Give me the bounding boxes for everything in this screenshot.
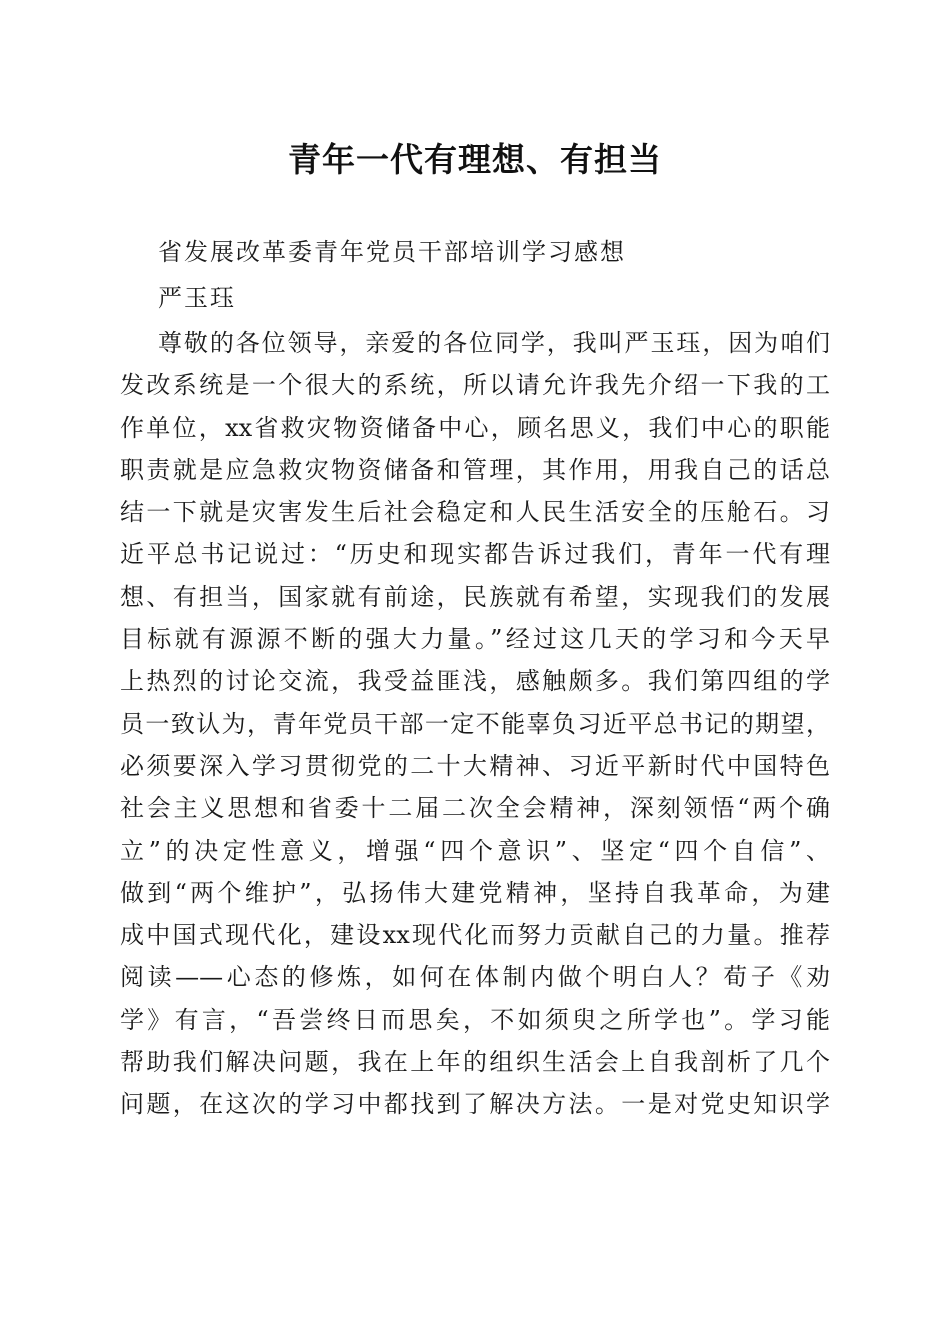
body-paragraph [120, 322, 830, 1126]
document-author: 严玉珏 [158, 284, 236, 312]
body-line: 阅读——心态的修炼，如何在体制内做个明白人？荀子《劝 [120, 963, 830, 992]
body-line: 学》有言，“吾尝终日而思矣，不如须臾之所学也”。学习能 [120, 1005, 830, 1034]
body-line: 作单位，xx省救灾物资储备中心，顾名思义，我们中心的职能 [120, 413, 830, 442]
body-line: 目标就有源源不断的强大力量。”经过这几天的学习和今天早 [120, 625, 830, 654]
body-line: 上热烈的讨论交流，我受益匪浅，感触颇多。我们第四组的学 [120, 667, 830, 696]
body-line: 尊敬的各位领导，亲爱的各位同学，我叫严玉珏，因为咱们 [158, 329, 830, 357]
body-line: 近平总书记说过：“历史和现实都告诉过我们，青年一代有理 [120, 540, 830, 569]
body-line: 必须要深入学习贯彻党的二十大精神、习近平新时代中国特色 [120, 751, 830, 780]
body-line: 成中国式现代化，建设xx现代化而努力贡献自己的力量。推荐 [120, 921, 830, 950]
body-line: 立”的决定性意义，增强“四个意识”、坚定“四个自信”、 [120, 836, 830, 865]
body-line: 问题，在这次的学习中都找到了解决方法。一是对党史知识学 [120, 1090, 830, 1119]
body-line: 想、有担当，国家就有前途，民族就有希望，实现我们的发展 [120, 582, 830, 611]
body-line: 帮助我们解决问题，我在上年的组织生活会上自我剖析了几个 [120, 1048, 830, 1077]
document-subtitle: 省发展改革委青年党员干部培训学习感想 [158, 238, 626, 266]
body-line: 社会主义思想和省委十二届二次全会精神，深刻领悟“两个确 [120, 794, 830, 823]
document-title: 青年一代有理想、有担当 [288, 140, 662, 179]
body-line: 职责就是应急救灾物资储备和管理，其作用，用我自己的话总 [120, 455, 830, 484]
body-line: 发改系统是一个很大的系统，所以请允许我先介绍一下我的工 [120, 371, 830, 400]
body-line: 结一下就是灾害发生后社会稳定和人民生活安全的压舱石。习 [120, 498, 830, 527]
body-line: 做到“两个维护”，弘扬伟大建党精神，坚持自我革命，为建 [120, 878, 830, 907]
body-line: 员一致认为，青年党员干部一定不能辜负习近平总书记的期望， [120, 709, 830, 738]
